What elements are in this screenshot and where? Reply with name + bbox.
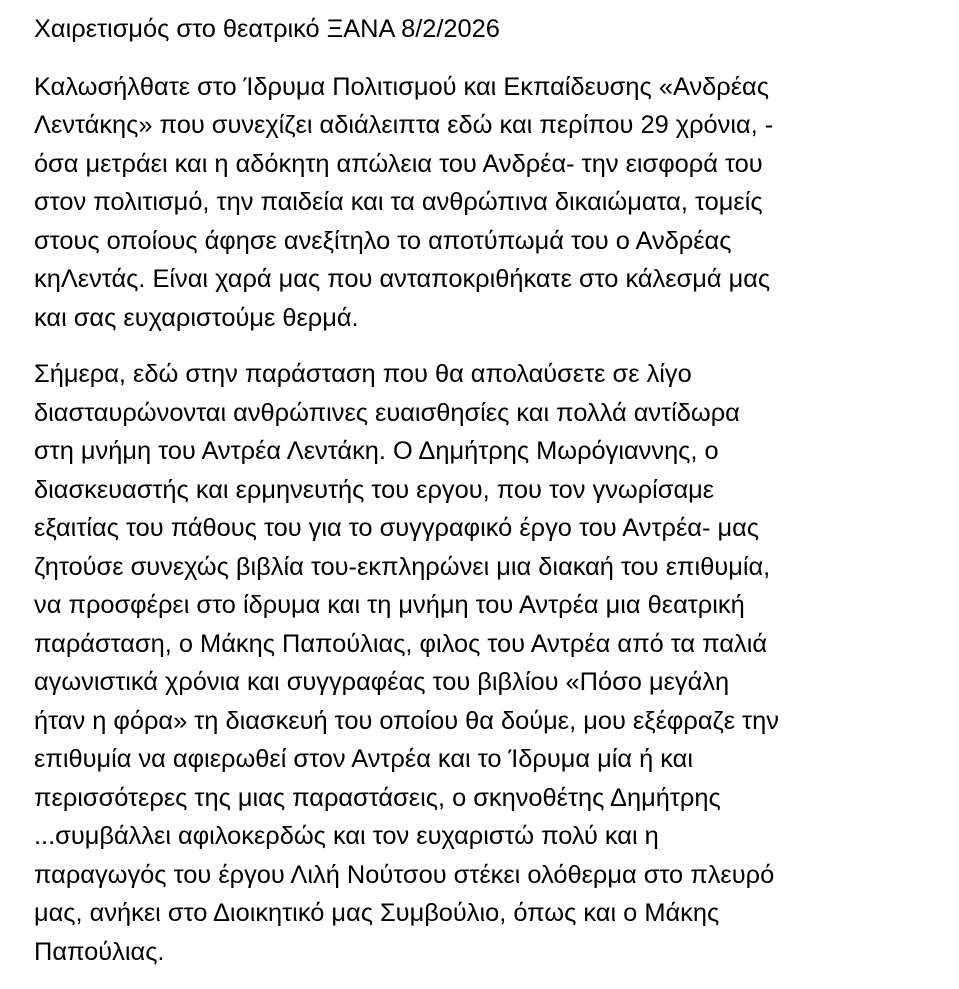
- text-line: να προσφέρει στο ίδρυμα και τη μνήμη του Αντρέα μια θεατρική: [34, 591, 745, 619]
- text-line: εξαιτίας του πάθους του για το συγγραφικό έργο του Αντρέα- μας: [34, 514, 759, 542]
- text-line: όσα μετράει και η αδόκητη απώλεια του Ανδρέα- την εισφορά του: [34, 149, 763, 178]
- text-line: Καλωσήλθατε στο Ίδρυμα Πολιτισμού και Εκπαίδευσης «Ανδρέας: [34, 72, 769, 101]
- text-line: διασταυρώνονται ανθρώπινες ευαισθησίες και πολλά αντίδωρα: [34, 398, 740, 427]
- text-line: στους οποίους άφησε ανεξίτηλο το αποτύπωμά του ο Ανδρέας: [34, 226, 732, 255]
- text-line: στον πολιτισμό, την παιδεία και τα ανθρώπινα δικαιώματα, τομείς: [34, 188, 763, 216]
- text-line: Λεντάκης» που συνεχίζει αδιάλειπτα εδώ και περίπου 29 χρόνια, -: [34, 111, 774, 139]
- text-line: στη μνήμη του Αντρέα Λεντάκη. Ο Δημήτρης Μωρόγιαννης, ο: [34, 437, 719, 465]
- text-line: ζητούσε συνεχώς βιβλία του-εκπληρώνει μια διακαή του επιθυμία,: [34, 552, 771, 581]
- text-line: και σας ευχαριστούμε θερμά.: [34, 303, 359, 332]
- document-title: Χαιρετισμός στο θεατρικό ΞΑΝΑ 8/2/2026: [34, 15, 500, 43]
- paragraph-performance: [34, 355, 934, 971]
- document-body: [34, 10, 934, 989]
- text-line: παράσταση, ο Μάκης Παπούλιας, φιλος του Αντρέα από τα παλιά: [34, 629, 768, 658]
- paragraph-welcome: [34, 68, 934, 338]
- text-line: επιθυμία να αφιερωθεί στον Αντρέα και το Ίδρυμα μία ή και: [34, 745, 693, 773]
- text-line: Σήμερα, εδώ στην παράσταση που θα απολαύσετε σε λίγο: [34, 360, 692, 388]
- text-line: παραγωγός του έργου Λιλή Νούτσου στέκει ολόθερμα στο πλευρό: [34, 860, 775, 889]
- text-line: μας, ανήκει στο Διοικητικό μας Συμβούλιο, όπως και ο Μάκης: [34, 899, 720, 927]
- text-line: ήταν η φόρα» τη διασκευή του οποίου θα δούμε, μου εξέφραζε την: [34, 706, 779, 735]
- text-line: περισσότερες της μιας παραστάσεις, ο σκηνοθέτης Δημήτρης: [34, 783, 721, 812]
- text-line: Παπούλιας.: [34, 937, 165, 966]
- text-line: ...συμβάλλει αφιλοκερδώς και τον ευχαριστώ πολύ και η: [34, 822, 659, 850]
- text-line: αγωνιστικά χρόνια και συγγραφέας του βιβλίου «Πόσο μεγάλη: [34, 668, 730, 696]
- text-line: κηΛεντάς. Είναι χαρά μας που ανταποκριθήκατε στο κάλεσμά μας: [34, 265, 771, 293]
- text-line: διασκευαστής και ερμηνευτής του εργου, που τον γνωρίσαμε: [34, 475, 715, 504]
